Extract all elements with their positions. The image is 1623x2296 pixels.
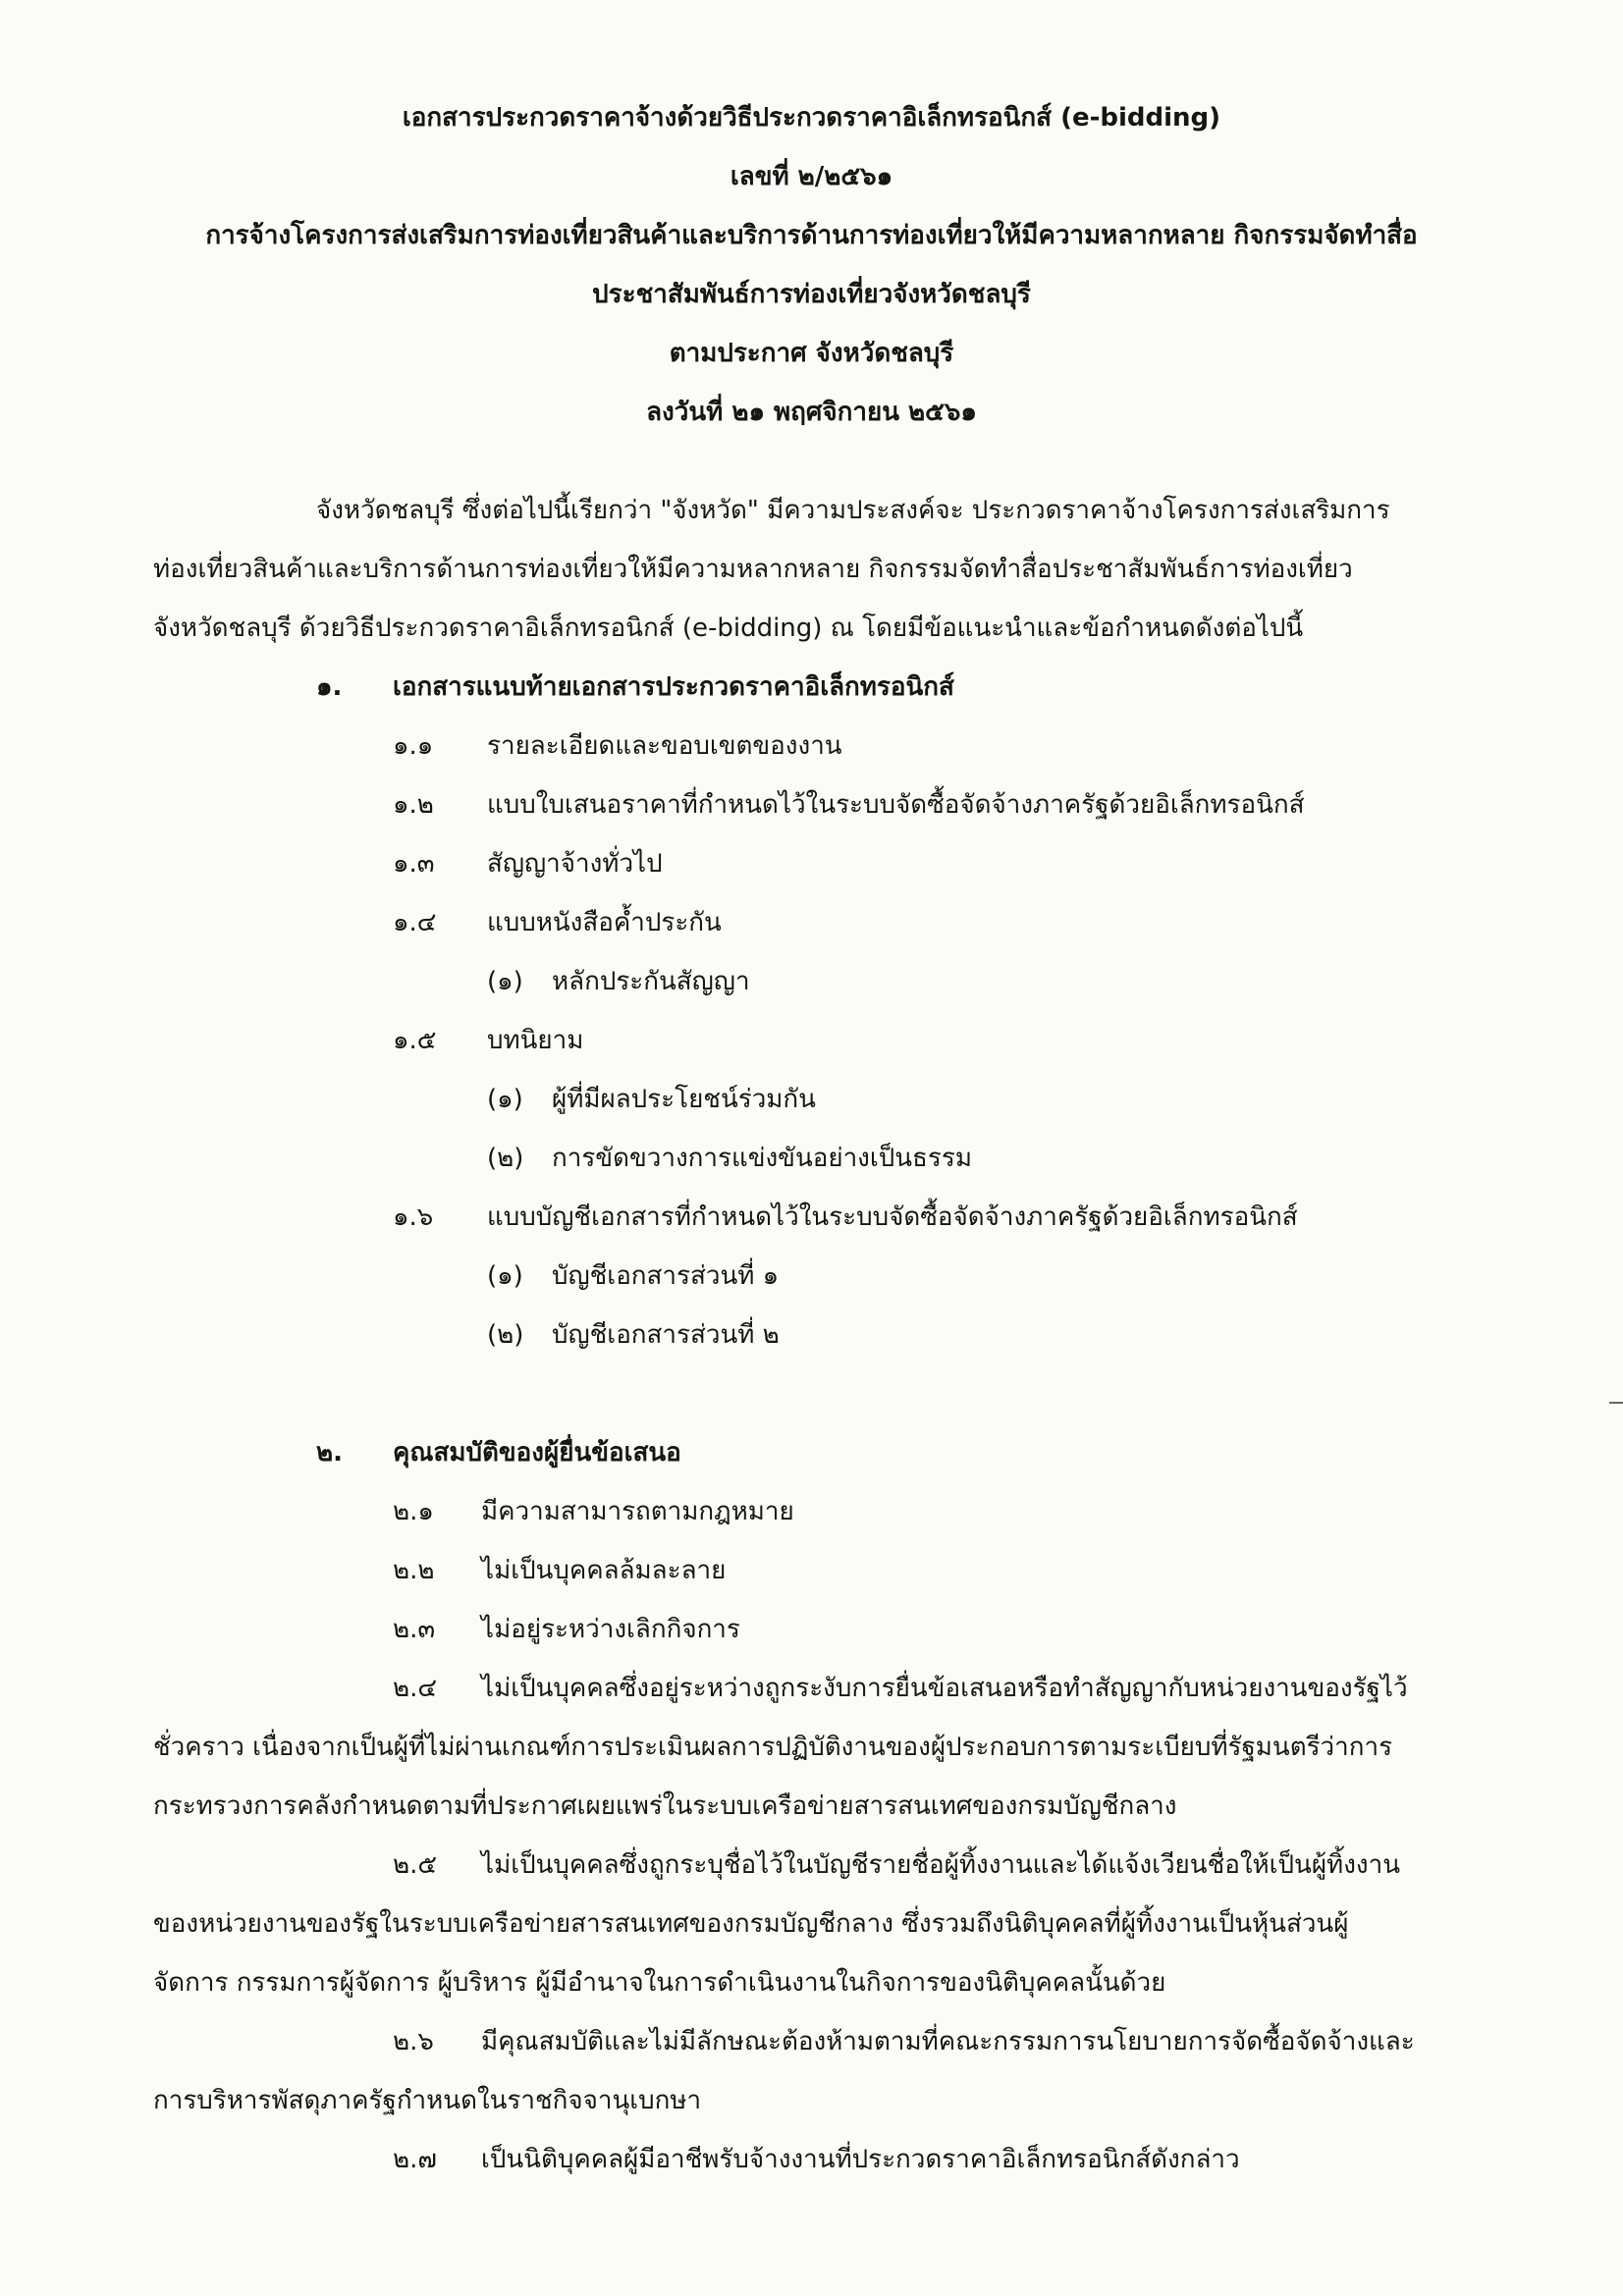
margin-mark xyxy=(1609,1402,1623,1404)
intro-line-2: ท่องเที่ยวสินค้าและบริการด้านการท่องเที่ยวให้มีความหลากหลาย กิจกรรมจัดทำสื่อประชาสัมพันธ์การท่องเที่ยว xyxy=(153,555,1353,584)
sub-list-item: หลักประกันสัญญา xyxy=(552,967,750,996)
list-item: บทนิยาม xyxy=(487,1026,584,1055)
paragraph-line: จัดการ กรรมการผู้จัดการ ผู้บริหาร ผู้มีอำนาจในการดำเนินงานในกิจการของนิติบุคคลนั้นด้วย xyxy=(153,1968,1166,1998)
sub-item-number: (๑) xyxy=(487,967,523,996)
section-2-number: ๒. xyxy=(316,1438,344,1468)
sub-item-number: (๒) xyxy=(487,1320,524,1350)
document-title: เอกสารประกวดราคาจ้างด้วยวิธีประกวดราคาอิเล็กทรอนิกส์ (e-bidding) xyxy=(402,103,1221,133)
list-item: สัญญาจ้างทั่วไป xyxy=(487,849,663,879)
project-title-line-1: การจ้างโครงการส่งเสริมการท่องเที่ยวสินค้าและบริการด้านการท่องเที่ยวให้มีความหลากหลาย กิจกรรมจัดทำสื่อ xyxy=(205,221,1418,250)
item-number: ๑.๓ xyxy=(393,849,435,879)
item-number: ๑.๔ xyxy=(393,908,437,937)
item-number: ๒.๗ xyxy=(393,2145,437,2174)
sub-item-number: (๒) xyxy=(487,1144,524,1173)
item-number: ๒.๓ xyxy=(393,1615,436,1644)
list-item: ไม่อยู่ระหว่างเลิกกิจการ xyxy=(481,1615,740,1644)
paragraph-line: เป็นนิติบุคคลผู้มีอาชีพรับจ้างงานที่ประกวดราคาอิเล็กทรอนิกส์ดังกล่าว xyxy=(481,2145,1240,2174)
sub-list-item: บัญชีเอกสารส่วนที่ ๒ xyxy=(552,1320,780,1350)
item-number: ๑.๒ xyxy=(393,790,434,820)
sub-list-item: การขัดขวางการแข่งขันอย่างเป็นธรรม xyxy=(552,1144,972,1173)
item-number: ๑.๑ xyxy=(393,731,434,761)
intro-line-1: จังหวัดชลบุรี ซึ่งต่อไปนี้เรียกว่า "จังหวัด" มีความประสงค์จะ ประกวดราคาจ้างโครงการส่งเสริมการ xyxy=(316,496,1390,525)
project-title-line-2: ประชาสัมพันธ์การท่องเที่ยวจังหวัดชลบุรี xyxy=(592,280,1031,309)
sub-item-number: (๑) xyxy=(487,1085,523,1114)
document-number: เลขที่ ๒/๒๕๖๑ xyxy=(730,162,893,191)
list-item: แบบหนังสือค้ำประกัน xyxy=(487,908,722,937)
item-number: ๒.๒ xyxy=(393,1556,435,1585)
item-number: ๒.๖ xyxy=(393,2027,434,2056)
item-number: ๒.๑ xyxy=(393,1497,434,1526)
item-number: ๑.๖ xyxy=(393,1202,434,1232)
sub-list-item: บัญชีเอกสารส่วนที่ ๑ xyxy=(552,1261,780,1291)
paragraph-line: ชั่วคราว เนื่องจากเป็นผู้ที่ไม่ผ่านเกณฑ์การประเมินผลการปฏิบัติงานของผู้ประกอบการตามระเบียบที่รัฐมนตรีว่าการ xyxy=(153,1733,1393,1762)
list-item: มีความสามารถตามกฎหมาย xyxy=(481,1497,794,1526)
list-item: แบบใบเสนอราคาที่กำหนดไว้ในระบบจัดซื้อจัดจ้างภาครัฐด้วยอิเล็กทรอนิกส์ xyxy=(487,790,1305,820)
intro-line-3: จังหวัดชลบุรี ด้วยวิธีประกวดราคาอิเล็กทรอนิกส์ (e-bidding) ณ โดยมีข้อแนะนำและข้อกำหนดดังต่อไปนี้ xyxy=(153,614,1304,643)
section-1-title: เอกสารแนบท้ายเอกสารประกวดราคาอิเล็กทรอนิกส์ xyxy=(393,672,954,702)
list-item: ไม่เป็นบุคคลล้มละลาย xyxy=(481,1556,727,1585)
announcement-date: ลงวันที่ ๒๑ พฤศจิกายน ๒๕๖๑ xyxy=(646,398,977,427)
paragraph-line: ของหน่วยงานของรัฐในระบบเครือข่ายสารสนเทศของกรมบัญชีกลาง ซึ่งรวมถึงนิติบุคคลที่ผู้ทิ้งงานเป็นหุ้นส่วนผู้ xyxy=(153,1909,1349,1939)
sub-list-item: ผู้ที่มีผลประโยชน์ร่วมกัน xyxy=(552,1085,816,1114)
list-item: รายละเอียดและขอบเขตของงาน xyxy=(487,731,842,761)
paragraph-line: กระทรวงการคลังกำหนดตามที่ประกาศเผยแพร่ในระบบเครือข่ายสารสนเทศของกรมบัญชีกลาง xyxy=(153,1791,1177,1821)
list-item: แบบบัญชีเอกสารที่กำหนดไว้ในระบบจัดซื้อจัดจ้างภาครัฐด้วยอิเล็กทรอนิกส์ xyxy=(487,1202,1298,1232)
section-1-number: ๑. xyxy=(316,672,343,702)
paragraph-line: การบริหารพัสดุภาครัฐกำหนดในราชกิจจานุเบกษา xyxy=(153,2086,702,2115)
announcement: ตามประกาศ จังหวัดชลบุรี xyxy=(669,339,954,368)
paragraph-line: ไม่เป็นบุคคลซึ่งอยู่ระหว่างถูกระงับการยื่นข้อเสนอหรือทำสัญญากับหน่วยงานของรัฐไว้ xyxy=(481,1674,1408,1703)
paragraph-line: ไม่เป็นบุคคลซึ่งถูกระบุชื่อไว้ในบัญชีรายชื่อผู้ทิ้งงานและได้แจ้งเวียนชื่อให้เป็นผู้ทิ้งงาน xyxy=(481,1850,1400,1880)
paragraph-line: มีคุณสมบัติและไม่มีลักษณะต้องห้ามตามที่คณะกรรมการนโยบายการจัดซื้อจัดจ้างและ xyxy=(481,2027,1415,2056)
item-number: ๒.๔ xyxy=(393,1674,438,1703)
item-number: ๑.๕ xyxy=(393,1026,437,1055)
item-number: ๒.๕ xyxy=(393,1850,438,1880)
sub-item-number: (๑) xyxy=(487,1261,523,1291)
section-2-title: คุณสมบัติของผู้ยื่นข้อเสนอ xyxy=(393,1438,681,1468)
